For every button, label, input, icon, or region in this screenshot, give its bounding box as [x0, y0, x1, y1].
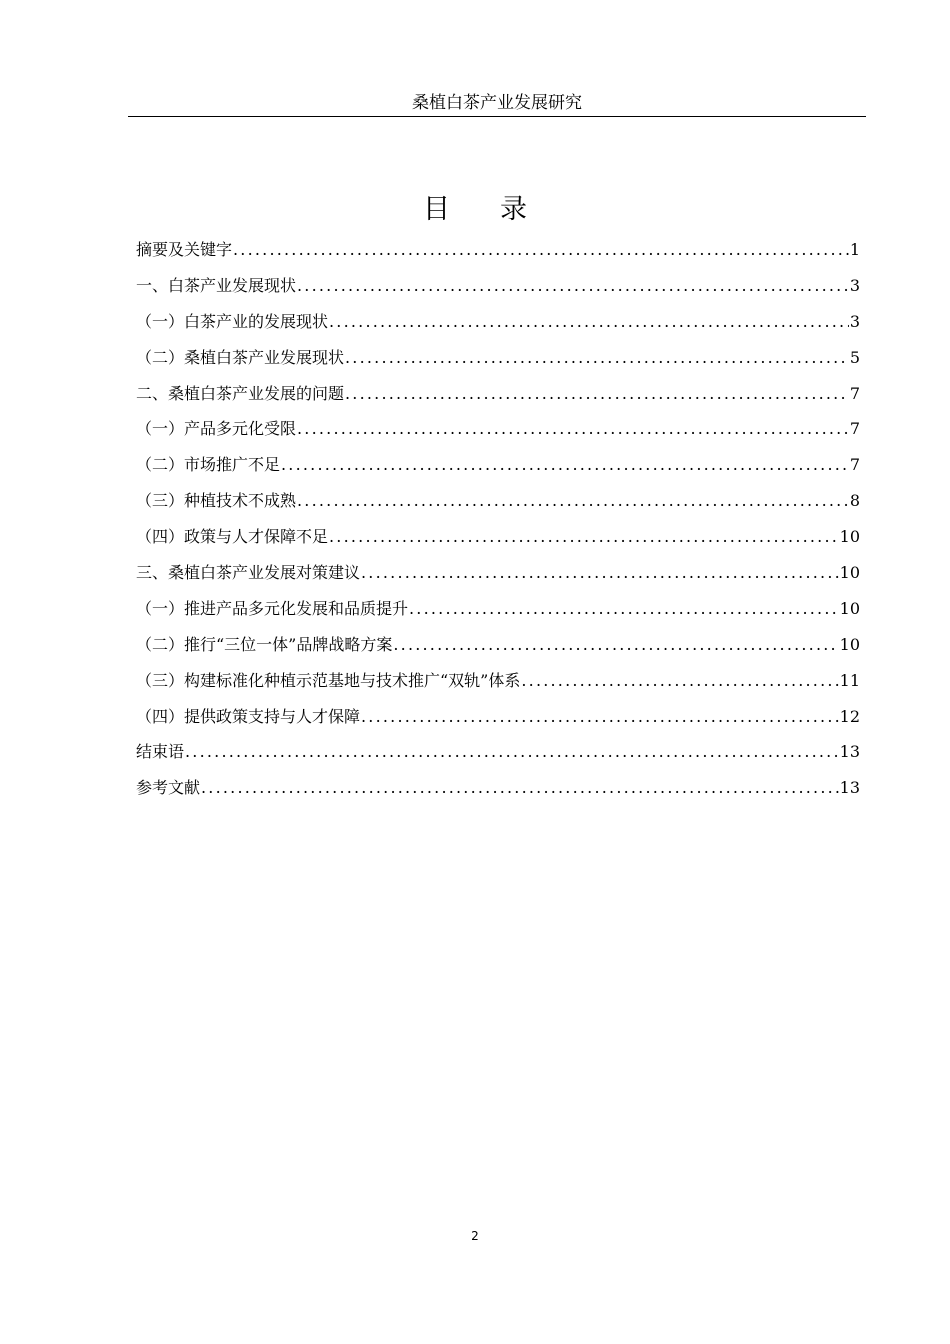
toc-leader-dots: [201, 770, 839, 806]
toc-leader-dots: [393, 627, 838, 663]
toc-entry-label: （二）桑植白茶产业发展现状: [136, 347, 345, 367]
toc-entry-section-2-2[interactable]: [136, 447, 860, 483]
toc-entry-page: 10: [839, 527, 860, 547]
toc-entry-page: 8: [849, 491, 860, 511]
toc-entry-page: 3: [849, 275, 860, 295]
toc-entry-label: （二）市场推广不足: [136, 455, 281, 475]
toc-entry-label: 摘要及关键字: [136, 240, 233, 259]
toc-entry-label: 参考文献: [136, 778, 201, 798]
toc-leader-dots: [281, 447, 849, 483]
page-number: [0, 1227, 950, 1245]
toc-entry-label: （一）产品多元化受限: [136, 419, 297, 439]
toc-title: [0, 190, 950, 230]
toc-entry-section-1-1[interactable]: [136, 304, 860, 340]
toc-entry-page: 13: [839, 742, 860, 762]
toc-entry-page: 13: [839, 778, 860, 798]
toc-entry-label: （四）政策与人才保障不足: [136, 527, 329, 547]
toc-entry-label: 二、桑植白茶产业发展的问题: [136, 383, 345, 403]
toc-entry-page: 3: [849, 311, 860, 331]
page-number-value: 2: [471, 1229, 479, 1243]
toc-entry-section-3-4[interactable]: [136, 699, 860, 735]
toc-entry-section-2-1[interactable]: [136, 411, 860, 447]
toc-list: [136, 232, 860, 806]
running-header: [128, 90, 866, 117]
toc-entry-page: 7: [849, 383, 860, 403]
toc-entry-section-1-2[interactable]: [136, 340, 860, 376]
toc-entry-page: 10: [839, 634, 860, 654]
toc-entry-label: （三）构建标准化种植示范基地与技术推广“双轨”体系: [136, 670, 521, 690]
toc-entry-chapter-2[interactable]: [136, 376, 860, 412]
toc-leader-dots: [185, 734, 839, 770]
toc-leader-dots: [345, 340, 849, 376]
toc-entry-section-2-4[interactable]: [136, 519, 860, 555]
toc-entry-page: 11: [839, 670, 860, 690]
toc-leader-dots: [297, 483, 849, 519]
running-header-title: 桑植白茶产业发展研究: [412, 93, 582, 113]
toc-entry-label: （四）提供政策支持与人才保障: [136, 706, 361, 726]
toc-entry-label: （三）种植技术不成熟: [136, 491, 297, 511]
toc-entry-label: 一、白茶产业发展现状: [136, 275, 297, 295]
toc-entry-section-3-3[interactable]: [136, 663, 860, 699]
toc-entry-label: 三、桑植白茶产业发展对策建议: [136, 563, 361, 583]
toc-entry-page: 10: [839, 598, 860, 618]
toc-leader-dots: [361, 699, 839, 735]
toc-leader-dots: [233, 232, 849, 268]
toc-entry-page: 10: [839, 563, 860, 583]
toc-title-char-2: 录: [500, 194, 527, 225]
toc-entry-page: 12: [839, 706, 860, 726]
toc-entry-page: 7: [849, 419, 860, 439]
toc-leader-dots: [297, 411, 849, 447]
toc-leader-dots: [521, 663, 838, 699]
toc-entry-references[interactable]: [136, 770, 860, 806]
toc-title-char-1: 目: [423, 194, 450, 225]
toc-entry-conclusion[interactable]: [136, 734, 860, 770]
toc-entry-label: 结束语: [136, 742, 185, 762]
toc-leader-dots: [361, 555, 839, 591]
toc-entry-section-2-3[interactable]: [136, 483, 860, 519]
toc-entry-abstract[interactable]: [136, 232, 860, 268]
toc-entry-page: 5: [849, 347, 860, 367]
toc-entry-label: （一）白茶产业的发展现状: [136, 311, 329, 331]
toc-entry-chapter-3[interactable]: [136, 555, 860, 591]
toc-leader-dots: [329, 304, 849, 340]
toc-entry-page: 7: [849, 455, 860, 475]
toc-leader-dots: [345, 376, 849, 412]
toc-entry-label: （二）推行“三位一体”品牌战略方案: [136, 634, 393, 654]
toc-entry-page: 1: [849, 240, 860, 259]
toc-leader-dots: [329, 519, 839, 555]
toc-leader-dots: [297, 268, 849, 304]
toc-entry-section-3-2[interactable]: [136, 627, 860, 663]
toc-entry-section-3-1[interactable]: [136, 591, 860, 627]
toc-entry-label: （一）推进产品多元化发展和品质提升: [136, 598, 409, 618]
toc-leader-dots: [409, 591, 839, 627]
toc-entry-chapter-1[interactable]: [136, 268, 860, 304]
